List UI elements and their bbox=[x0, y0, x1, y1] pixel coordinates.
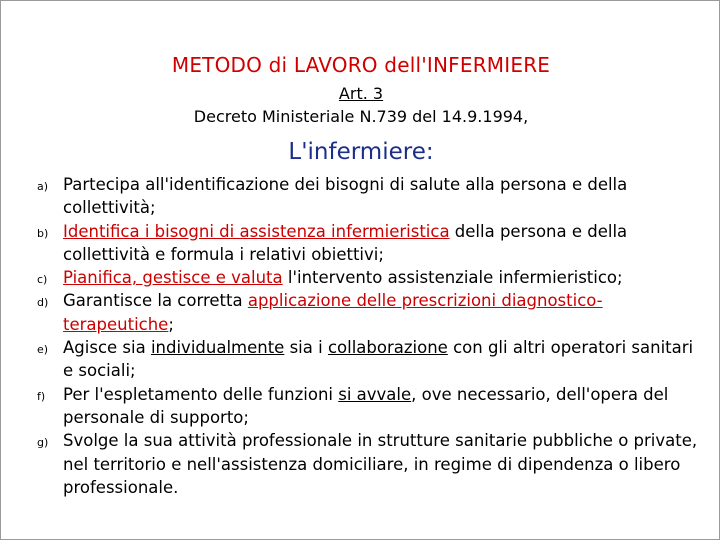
text-segment: Partecipa all'identificazione dei bisogni di salute alla persona e della collettività; bbox=[63, 175, 628, 218]
list-item-text bbox=[63, 289, 703, 336]
list-item-text bbox=[63, 336, 703, 383]
list-item bbox=[37, 173, 703, 220]
text-segment: l'intervento assistenziale infermieristico; bbox=[282, 268, 623, 288]
text-segment: con gli altri operatori sanitari e sociali; bbox=[63, 338, 694, 381]
list-item bbox=[37, 383, 703, 430]
list-item bbox=[37, 220, 703, 267]
list-marker: d) bbox=[37, 296, 49, 310]
emphasized-segment: Identifica i bisogni di assistenza infermieristica bbox=[63, 221, 450, 241]
emphasized-segment: applicazione delle prescrizioni diagnostico-terapeutiche bbox=[63, 291, 603, 334]
list-marker: g) bbox=[37, 436, 49, 450]
text-segment: della persona e della collettività e formula i relativi obiettivi; bbox=[63, 221, 628, 264]
text-segment: , ove necessario, dell'opera del personale di supporto; bbox=[63, 384, 669, 427]
emphasized-segment: si avvale bbox=[338, 384, 412, 404]
duties-list bbox=[37, 173, 703, 499]
list-marker: e) bbox=[37, 343, 49, 357]
list-item bbox=[37, 429, 703, 499]
emphasized-segment: individualmente bbox=[150, 338, 285, 358]
list-marker: f) bbox=[37, 389, 46, 403]
list-marker: a) bbox=[37, 180, 49, 193]
text-segment: Garantisce la corretta bbox=[63, 291, 248, 311]
text-segment: ; bbox=[168, 314, 174, 334]
text-segment: sia i bbox=[284, 338, 328, 358]
text-segment: Per l'espletamento delle funzioni bbox=[63, 384, 339, 404]
list-item-text bbox=[63, 383, 703, 430]
list-item-text bbox=[63, 429, 703, 499]
list-marker: c) bbox=[37, 273, 48, 287]
list-marker: b) bbox=[37, 226, 49, 240]
list-item-text bbox=[63, 220, 703, 267]
emphasized-segment: Pianifica, gestisce e valuta bbox=[63, 268, 283, 288]
list-item-text bbox=[63, 266, 703, 289]
decree-reference: Decreto Ministeriale N.739 del 14.9.1994, bbox=[193, 107, 529, 126]
list-item bbox=[37, 289, 703, 336]
list-item bbox=[37, 266, 703, 289]
subject-heading: L'infermiere: bbox=[288, 139, 434, 165]
emphasized-segment: collaborazione bbox=[327, 338, 448, 358]
article-heading: Art. 3 bbox=[338, 84, 384, 103]
list-item-text bbox=[63, 173, 703, 220]
text-segment: Svolge la sua attività professionale in strutture sanitarie pubbliche o private, nel territorio e nell'assistenza domiciliare, in regime di dipendenza o libero professionale. bbox=[63, 431, 698, 497]
text-segment: Agisce sia bbox=[63, 338, 151, 358]
list-item bbox=[37, 336, 703, 383]
slide-title: METODO di LAVORO dell'INFERMIERE bbox=[171, 53, 551, 77]
